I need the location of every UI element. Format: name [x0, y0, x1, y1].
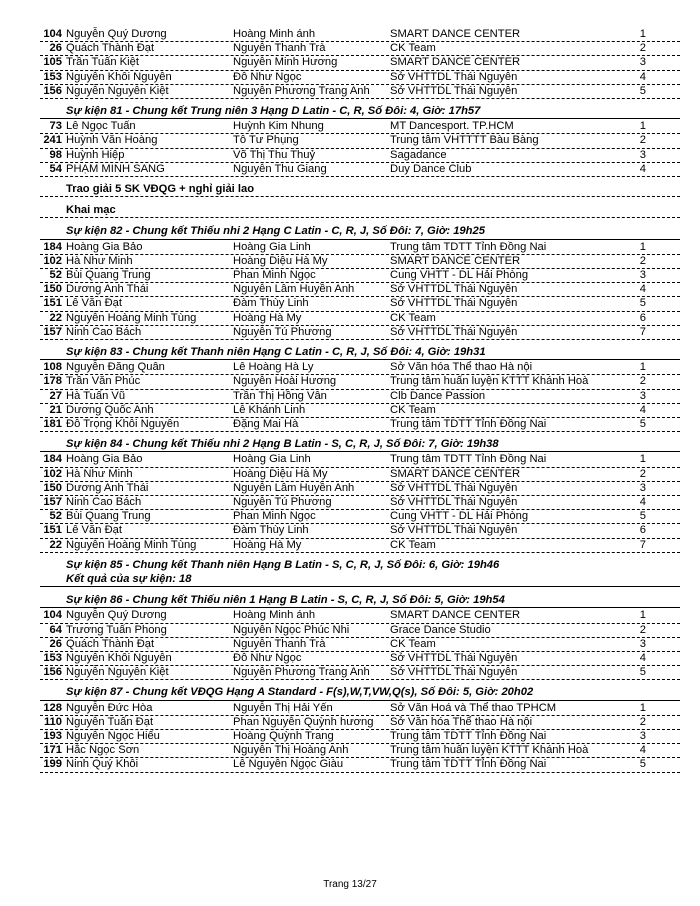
- male-dancer: Ninh Cao Bách: [66, 496, 142, 508]
- placement: 3: [639, 390, 646, 402]
- placement: 2: [639, 42, 646, 54]
- male-dancer: Hà Như Minh: [66, 255, 133, 267]
- placement: 2: [639, 134, 646, 146]
- couple-number: 153: [43, 652, 62, 664]
- female-dancer: Đỗ Như Ngọc: [233, 652, 302, 664]
- club-name: Sở VHTTDL Thái Nguyên: [390, 326, 518, 338]
- dashed-rule: [40, 552, 680, 553]
- female-dancer: Hoàng Quỳnh Trang: [233, 730, 334, 742]
- placement: 4: [639, 744, 646, 756]
- placement: 6: [639, 312, 646, 324]
- female-dancer: Đỗ Như Ngọc: [233, 71, 302, 83]
- female-dancer: Nguyễn Thanh Trà: [233, 42, 326, 54]
- male-dancer: Hà Tuấn Vũ: [66, 390, 126, 402]
- table-row: [40, 148, 680, 162]
- couple-number: 104: [43, 28, 62, 40]
- table-row: [40, 665, 680, 679]
- club-name: Trung tâm VHTTTT Bàu Bàng: [390, 134, 539, 146]
- couple-number: 150: [43, 482, 62, 494]
- couple-number: 193: [43, 730, 62, 742]
- table-row: [40, 296, 680, 310]
- placement: 7: [639, 539, 646, 551]
- event-result: Kết quả của sự kiện: 18: [66, 573, 192, 585]
- male-dancer: Ninh Cao Bách: [66, 326, 142, 338]
- male-dancer: Nguyễn Tuấn Đạt: [66, 716, 154, 728]
- table-row: [40, 757, 680, 771]
- couple-number: 157: [43, 326, 62, 338]
- female-dancer: Nguyễn Ngọc Phúc Nhi: [233, 624, 350, 636]
- female-dancer: Nguyễn Thu Giang: [233, 163, 327, 175]
- female-dancer: Lê Nguyễn Ngọc Giàu: [233, 758, 344, 770]
- male-dancer: Nguyễn Quý Dương: [66, 28, 167, 40]
- male-dancer: Hắc Ngọc Sơn: [66, 744, 140, 756]
- club-name: Sở Văn Hoá và Thể thao TPHCM: [390, 702, 557, 714]
- table-row: [40, 701, 680, 715]
- placement: 1: [639, 120, 646, 132]
- placement: 1: [639, 361, 646, 373]
- placement: 1: [639, 28, 646, 40]
- event-title: Sự kiện 82 - Chung kết Thiếu nhi 2 Hạng C Latin - C, R, J, Số Đôi: 7, Giờ: 19h25: [66, 225, 485, 237]
- female-dancer: Hoàng Hà My: [233, 539, 302, 551]
- placement: 4: [639, 496, 646, 508]
- male-dancer: Nguyễn Hoàng Minh Tùng: [66, 539, 197, 551]
- club-name: Sở VHTTDL Thái Nguyên: [390, 666, 518, 678]
- female-dancer: Nguyễn Tú Phương: [233, 496, 332, 508]
- dashed-rule: [40, 196, 680, 197]
- male-dancer: Nguyễn Khôi Nguyên: [66, 652, 172, 664]
- placement: 2: [639, 255, 646, 267]
- male-dancer: Nguyễn Nguyên Kiệt: [66, 85, 169, 97]
- page-number: Trang 13/27: [323, 879, 377, 890]
- club-name: Trung tâm TDTT Tỉnh Đồng Nai: [390, 418, 547, 430]
- female-dancer: Nguyễn Thị Hải Yến: [233, 702, 333, 714]
- placement: 2: [639, 716, 646, 728]
- event-title: Sự kiện 83 - Chung kết Thanh niên Hạng C Latin - C, R, J, Số Đôi: 4, Giờ: 19h31: [66, 346, 486, 358]
- couple-number: 171: [43, 744, 62, 756]
- club-name: SMART DANCE CENTER: [390, 609, 521, 621]
- schedule-note: Trao giải 5 SK VĐQG + nghỉ giải lao: [66, 183, 255, 195]
- table-row: [40, 70, 680, 84]
- table-row: [40, 538, 680, 552]
- table-row: [40, 637, 680, 651]
- couple-number: 151: [43, 524, 62, 536]
- couple-number: 184: [43, 241, 62, 253]
- female-dancer: Đặng Mai Hà: [233, 418, 299, 430]
- table-row: [40, 608, 680, 622]
- couple-number: 102: [43, 255, 62, 267]
- couple-number: 73: [49, 120, 62, 132]
- couple-number: 156: [43, 666, 62, 678]
- female-dancer: Hoàng Diệu Hà My: [233, 468, 328, 480]
- placement: 3: [639, 56, 646, 68]
- couple-number: 22: [49, 539, 62, 551]
- placement: 4: [639, 652, 646, 664]
- couple-number: 181: [43, 418, 62, 430]
- couple-number: 178: [43, 375, 62, 387]
- female-dancer: Lê Hoàng Hà Ly: [233, 361, 314, 373]
- couple-number: 52: [49, 269, 62, 281]
- male-dancer: Lê Ngọc Tuấn: [66, 120, 136, 132]
- dashed-rule: [40, 339, 680, 340]
- club-name: Sở VHTTDL Thái Nguyên: [390, 297, 518, 309]
- placement: 2: [639, 624, 646, 636]
- male-dancer: Nguyễn Ngọc Hiếu: [66, 730, 160, 742]
- male-dancer: Đỗ Trọng Khôi Nguyên: [66, 418, 180, 430]
- table-row: [40, 133, 680, 147]
- male-dancer: Hà Như Minh: [66, 468, 133, 480]
- couple-number: 27: [49, 390, 62, 402]
- placement: 3: [639, 482, 646, 494]
- female-dancer: Hoàng Diệu Hà My: [233, 255, 328, 267]
- placement: 4: [639, 404, 646, 416]
- table-row: [40, 55, 680, 69]
- male-dancer: Hoàng Gia Bảo: [66, 241, 143, 253]
- female-dancer: Nguyễn Thị Hoàng Anh: [233, 744, 349, 756]
- table-row: [40, 282, 680, 296]
- couple-number: 151: [43, 297, 62, 309]
- club-name: Trung tâm TDTT Tỉnh Đồng Nai: [390, 730, 547, 742]
- placement: 4: [639, 163, 646, 175]
- placement: 4: [639, 71, 646, 83]
- placement: 4: [639, 283, 646, 295]
- club-name: MT Dancesport. TP.HCM: [390, 120, 514, 132]
- couple-number: 199: [43, 758, 62, 770]
- male-dancer: Nguyễn Hoàng Minh Tùng: [66, 312, 197, 324]
- table-row: [40, 240, 680, 254]
- schedule-note: Khai mạc: [66, 204, 116, 216]
- club-name: Trung tâm TDTT Tỉnh Đồng Nai: [390, 241, 547, 253]
- club-name: Sở VHTTDL Thái Nguyên: [390, 85, 518, 97]
- female-dancer: Hoàng Gia Linh: [233, 453, 311, 465]
- placement: 6: [639, 524, 646, 536]
- event-title: Sự kiện 81 - Chung kết Trung niên 3 Hạng D Latin - C, R, Số Đôi: 4, Giờ: 17h57: [66, 105, 481, 117]
- couple-number: 102: [43, 468, 62, 480]
- club-name: Cung VHTT - DL Hải Phòng: [390, 510, 529, 522]
- table-row: [40, 311, 680, 325]
- dashed-rule: [40, 217, 680, 218]
- couple-number: 241: [43, 134, 62, 146]
- club-name: Sở VHTTDL Thái Nguyên: [390, 482, 518, 494]
- female-dancer: Nguyễn Lâm Huyền Anh: [233, 482, 355, 494]
- event-title: Sự kiện 87 - Chung kết VĐQG Hạng A Standard - F(s),W,T,VW,Q(s), Số Đôi: 5, Giờ: 20h02: [66, 686, 534, 698]
- event-title: Sự kiện 85 - Chung kết Thanh niên Hạng B Latin - S, C, R, J, Số Đôi: 6, Giờ: 19h46: [66, 559, 500, 571]
- placement: 3: [639, 149, 646, 161]
- female-dancer: Đàm Thùy Linh: [233, 297, 309, 309]
- table-row: [40, 417, 680, 431]
- table-row: [40, 495, 680, 509]
- club-name: Duy Dance Club: [390, 163, 472, 175]
- placement: 5: [639, 297, 646, 309]
- club-name: Clb Dance Passion: [390, 390, 486, 402]
- placement: 7: [639, 326, 646, 338]
- male-dancer: Dương Quốc Anh: [66, 404, 154, 416]
- couple-number: 26: [49, 42, 62, 54]
- event-title: Sự kiện 84 - Chung kết Thiếu nhi 2 Hạng B Latin - S, C, R, J, Số Đôi: 7, Giờ: 19h38: [66, 438, 499, 450]
- couple-number: 21: [49, 404, 62, 416]
- couple-number: 153: [43, 71, 62, 83]
- couple-number: 157: [43, 496, 62, 508]
- female-dancer: Nguyễn Lâm Huyền Anh: [233, 283, 355, 295]
- placement: 5: [639, 666, 646, 678]
- club-name: SMART DANCE CENTER: [390, 28, 521, 40]
- placement: 2: [639, 468, 646, 480]
- male-dancer: Bùi Quang Trung: [66, 510, 151, 522]
- club-name: Sở VHTTDL Thái Nguyên: [390, 496, 518, 508]
- table-row: [40, 254, 680, 268]
- couple-number: 156: [43, 85, 62, 97]
- club-name: Trung tâm huấn luyện KTTT Khánh Hoà: [390, 375, 589, 387]
- female-dancer: Phan Minh Ngọc: [233, 269, 316, 281]
- placement: 2: [639, 375, 646, 387]
- couple-number: 104: [43, 609, 62, 621]
- couple-number: 110: [43, 716, 62, 728]
- placement: 5: [639, 758, 646, 770]
- female-dancer: Hoàng Hà My: [233, 312, 302, 324]
- table-row: [40, 84, 680, 98]
- table-row: [40, 509, 680, 523]
- placement: 5: [639, 510, 646, 522]
- female-dancer: Phan Minh Ngọc: [233, 510, 316, 522]
- club-name: Trung tâm TDTT Tỉnh Đồng Nai: [390, 758, 547, 770]
- club-name: SMART DANCE CENTER: [390, 255, 521, 267]
- dashed-rule: [40, 176, 680, 177]
- table-row: [40, 523, 680, 537]
- club-name: Sở Văn hóa Thể thao Hà nội: [390, 716, 533, 728]
- club-name: CK Team: [390, 638, 436, 650]
- male-dancer: Trần Văn Phúc: [66, 375, 141, 387]
- couple-number: 184: [43, 453, 62, 465]
- male-dancer: Trần Tuấn Kiệt: [66, 56, 139, 68]
- placement: 1: [639, 241, 646, 253]
- placement: 5: [639, 418, 646, 430]
- club-name: Sở VHTTDL Thái Nguyên: [390, 283, 518, 295]
- table-row: [40, 27, 680, 41]
- table-row: [40, 389, 680, 403]
- table-row: [40, 481, 680, 495]
- couple-number: 128: [43, 702, 62, 714]
- club-name: CK Team: [390, 42, 436, 54]
- couple-number: 22: [49, 312, 62, 324]
- couple-number: 108: [43, 361, 62, 373]
- female-dancer: Nguyễn Tú Phương: [233, 326, 332, 338]
- club-name: Sở VHTTDL Thái Nguyên: [390, 652, 518, 664]
- male-dancer: Nguyễn Quý Dương: [66, 609, 167, 621]
- female-dancer: Huỳnh Kim Nhung: [233, 120, 324, 132]
- table-row: [40, 651, 680, 665]
- female-dancer: Tô Tư Phụng: [233, 134, 299, 146]
- table-row: [40, 743, 680, 757]
- female-dancer: Đàm Thùy Linh: [233, 524, 309, 536]
- table-row: [40, 623, 680, 637]
- placement: 1: [639, 609, 646, 621]
- dashed-rule: [40, 431, 680, 432]
- table-row: [40, 467, 680, 481]
- male-dancer: Nguyễn Đức Hòa: [66, 702, 153, 714]
- placement: 1: [639, 702, 646, 714]
- placement: 1: [639, 453, 646, 465]
- couple-number: 105: [43, 56, 62, 68]
- club-name: SMART DANCE CENTER: [390, 468, 521, 480]
- male-dancer: Hoàng Gia Bảo: [66, 453, 143, 465]
- couple-number: 54: [49, 163, 62, 175]
- female-dancer: Nguyễn Phương Trang Anh: [233, 85, 370, 97]
- club-name: Cung VHTT - DL Hải Phòng: [390, 269, 529, 281]
- couple-number: 98: [49, 149, 62, 161]
- male-dancer: PHẠM MINH SANG: [66, 163, 165, 175]
- male-dancer: Quách Thành Đạt: [66, 638, 155, 650]
- female-dancer: Nguyễn Minh Hương: [233, 56, 338, 68]
- male-dancer: Bùi Quang Trung: [66, 269, 151, 281]
- club-name: Sở Văn hóa Thể thao Hà nội: [390, 361, 533, 373]
- male-dancer: Huỳnh Hiệp: [66, 149, 125, 161]
- female-dancer: Trần Thị Hồng Vân: [233, 390, 327, 402]
- table-row: [40, 119, 680, 133]
- male-dancer: Huỳnh Văn Hoàng: [66, 134, 158, 146]
- table-row: [40, 452, 680, 466]
- couple-number: 26: [49, 638, 62, 650]
- table-row: [40, 729, 680, 743]
- club-name: Sở VHTTDL Thái Nguyên: [390, 71, 518, 83]
- solid-rule: [40, 586, 680, 587]
- club-name: Grace Dance Studio: [390, 624, 491, 636]
- male-dancer: Nguyễn Nguyên Kiệt: [66, 666, 169, 678]
- table-row: [40, 715, 680, 729]
- couple-number: 52: [49, 510, 62, 522]
- couple-number: 64: [49, 624, 62, 636]
- placement: 3: [639, 638, 646, 650]
- male-dancer: Ninh Quý Khôi: [66, 758, 139, 770]
- male-dancer: Lê Văn Đạt: [66, 297, 122, 309]
- club-name: Sở VHTTDL Thái Nguyên: [390, 524, 518, 536]
- female-dancer: Phan Nguyễn Quỳnh hương: [233, 716, 374, 728]
- female-dancer: Hoàng Minh ánh: [233, 28, 316, 40]
- female-dancer: Nguyễn Hoài Hương: [233, 375, 337, 387]
- club-name: Sagadance: [390, 149, 447, 161]
- male-dancer: Quách Thành Đạt: [66, 42, 155, 54]
- male-dancer: Nguyễn Khôi Nguyên: [66, 71, 172, 83]
- table-row: [40, 360, 680, 374]
- placement: 5: [639, 85, 646, 97]
- event-title: Sự kiện 86 - Chung kết Thiếu niên 1 Hạng B Latin - S, C, R, J, Số Đôi: 5, Giờ: 19h54: [66, 594, 505, 606]
- female-dancer: Hoàng Gia Linh: [233, 241, 311, 253]
- female-dancer: Lê Khánh Linh: [233, 404, 306, 416]
- table-row: [40, 162, 680, 176]
- club-name: CK Team: [390, 404, 436, 416]
- male-dancer: Nguyễn Đăng Quân: [66, 361, 165, 373]
- dashed-rule: [40, 679, 680, 680]
- female-dancer: Nguyễn Phương Trang Anh: [233, 666, 370, 678]
- female-dancer: Hoàng Minh ánh: [233, 609, 316, 621]
- table-row: [40, 374, 680, 388]
- club-name: SMART DANCE CENTER: [390, 56, 521, 68]
- table-row: [40, 41, 680, 55]
- dashed-rule: [40, 98, 680, 99]
- club-name: CK Team: [390, 539, 436, 551]
- male-dancer: Lê Văn Đạt: [66, 524, 122, 536]
- female-dancer: Võ Thị Thu Thuỷ: [233, 149, 316, 161]
- couple-number: 150: [43, 283, 62, 295]
- table-row: [40, 325, 680, 339]
- placement: 3: [639, 730, 646, 742]
- placement: 3: [639, 269, 646, 281]
- table-row: [40, 403, 680, 417]
- club-name: CK Team: [390, 312, 436, 324]
- club-name: Trung tâm TDTT Tỉnh Đồng Nai: [390, 453, 547, 465]
- dashed-rule: [40, 772, 680, 773]
- male-dancer: Dương Anh Thái: [66, 482, 149, 494]
- male-dancer: Trương Tuấn Phong: [66, 624, 167, 636]
- female-dancer: Nguyễn Thanh Trà: [233, 638, 326, 650]
- male-dancer: Dương Anh Thái: [66, 283, 149, 295]
- table-row: [40, 268, 680, 282]
- club-name: Trung tâm huấn luyện KTTT Khánh Hoà: [390, 744, 589, 756]
